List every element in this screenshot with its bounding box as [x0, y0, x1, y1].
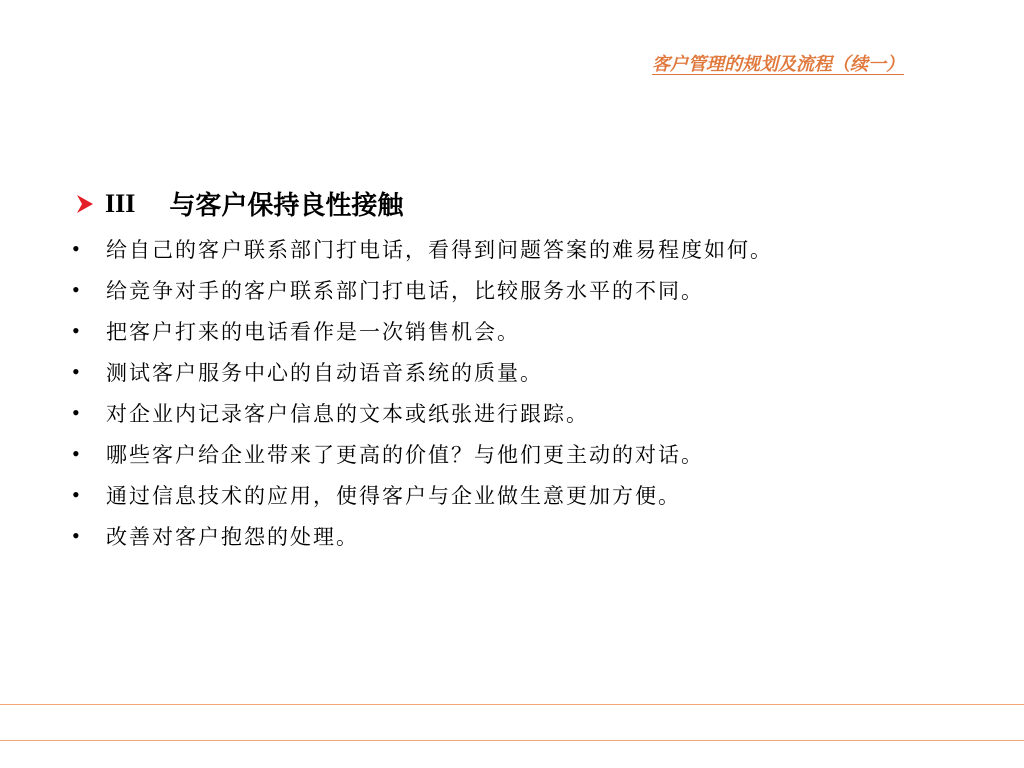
bullet-list: [72, 228, 773, 556]
list-item-text: 把客户打来的电话看作是一次销售机会。: [106, 319, 520, 344]
footer-divider-bottom: [0, 740, 1024, 741]
bullet-marker: •: [72, 235, 80, 261]
list-item: [72, 269, 773, 310]
bullet-marker: •: [72, 317, 80, 343]
list-item-text: 改善对客户抱怨的处理。: [106, 524, 359, 549]
bullet-marker: •: [72, 276, 80, 302]
section-heading: [75, 185, 403, 222]
section-numeral: III: [105, 188, 136, 218]
list-item-text: 哪些客户给企业带来了更高的价值？与他们更主动的对话。: [106, 442, 704, 467]
list-item: [72, 474, 773, 515]
list-item: [72, 392, 773, 433]
list-item: [72, 351, 773, 392]
bullet-marker: •: [72, 358, 80, 384]
page-title: 客户管理的规划及流程（续一）: [652, 54, 904, 75]
arrow-right-icon: [75, 194, 95, 214]
list-item-text: 通过信息技术的应用，使得客户与企业做生意更加方便。: [106, 483, 681, 508]
bullet-marker: •: [72, 440, 80, 466]
list-item: [72, 310, 773, 351]
bullet-marker: •: [72, 399, 80, 425]
list-item-text: 给竞争对手的客户联系部门打电话，比较服务水平的不同。: [106, 278, 704, 303]
list-item: [72, 228, 773, 269]
section-heading-text: 与客户保持良性接触: [169, 191, 404, 221]
list-item-text: 对企业内记录客户信息的文本或纸张进行跟踪。: [106, 401, 589, 426]
list-item-text: 给自己的客户联系部门打电话，看得到问题答案的难易程度如何。: [106, 237, 773, 262]
bullet-marker: •: [72, 481, 80, 507]
footer-divider-top: [0, 704, 1024, 705]
bullet-marker: •: [72, 522, 80, 548]
list-item: [72, 515, 773, 556]
list-item-text: 测试客户服务中心的自动语音系统的质量。: [106, 360, 543, 385]
list-item: [72, 433, 773, 474]
